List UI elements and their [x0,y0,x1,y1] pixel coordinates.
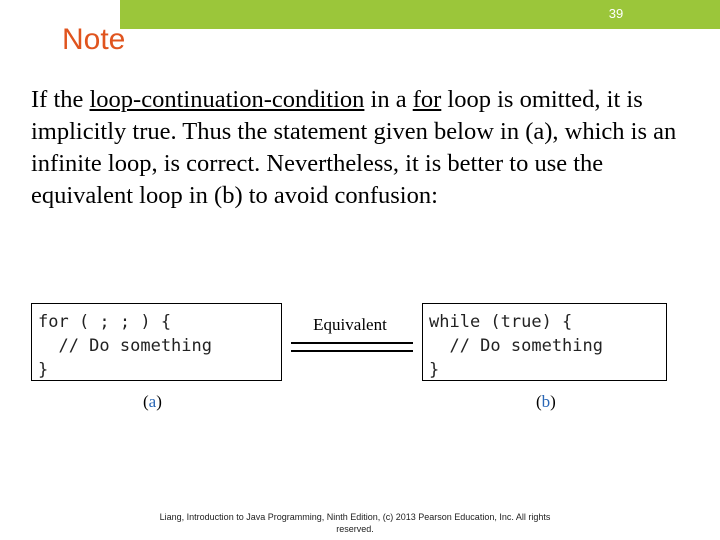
term-for: for [412,86,442,113]
code-snippet-b: while (true) { // Do something } [429,312,603,380]
term-loop-continuation-condition: loop-continuation-condition [89,86,365,113]
equivalence-line-bottom [291,350,413,352]
paragraph-text-1: If the [31,86,90,113]
caption-a-open: ( [143,392,149,411]
caption-a [143,392,162,412]
code-box-b [422,303,667,381]
page-number: 39 [608,6,624,21]
caption-b [536,392,556,412]
caption-b-open: ( [536,392,542,411]
caption-b-letter: b [541,392,551,411]
equivalence-line-top [291,342,413,344]
caption-b-close: ) [550,392,556,411]
equivalent-label: Equivalent [313,315,387,334]
caption-a-close: ) [156,392,162,411]
footer-copyright: Liang, Introduction to Java Programming, Ninth Edition, (c) 2013 Pearson Education, Inc. All rights reserved. [159,512,551,534]
paragraph-text-3: loop is omitted, it is implicitly true. Thus the statement given below in (a), which is an infinite loop, is correct. Nevertheless, it is better to use the equivalent loop in (b) to avoid confusion: [31,86,677,209]
caption-a-letter: a [148,392,157,411]
paragraph-text-2: in a [364,86,413,113]
code-box-a [31,303,282,381]
body-paragraph [31,84,701,212]
slide-title: Note [62,23,126,56]
code-snippet-a: for ( ; ; ) { // Do something } [38,312,212,380]
